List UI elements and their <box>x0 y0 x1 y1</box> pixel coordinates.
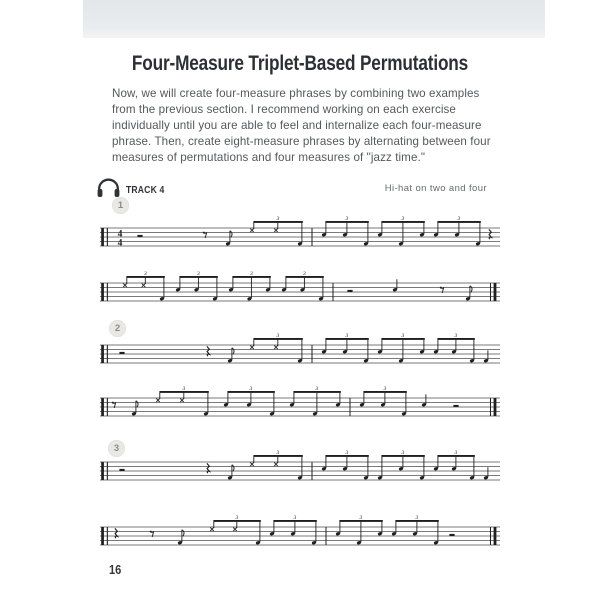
staff-system-4 <box>100 384 500 428</box>
title-wrap <box>0 52 600 76</box>
staff-system-6 <box>100 513 500 557</box>
svg-text:3: 3 <box>276 449 280 456</box>
svg-text:3: 3 <box>359 514 363 521</box>
exercise-number-badge: 3 <box>108 440 125 457</box>
svg-text:3: 3 <box>276 215 280 222</box>
svg-text:3: 3 <box>345 449 349 456</box>
svg-text:3: 3 <box>345 215 349 222</box>
intro-paragraph <box>112 86 507 166</box>
svg-text:3: 3 <box>315 385 319 392</box>
staff-system-2 <box>100 269 500 313</box>
hihat-annotation: Hi-hat on two and four <box>384 183 487 194</box>
page-number: 16 <box>109 562 122 577</box>
body-text-line: measures of permutations and four measures of "jazz time." <box>112 150 426 164</box>
svg-text:3: 3 <box>276 332 280 339</box>
svg-text:3: 3 <box>197 270 200 277</box>
staff-system-1 <box>100 214 500 258</box>
svg-text:3: 3 <box>293 514 297 521</box>
svg-text:3: 3 <box>401 215 405 222</box>
svg-text:3: 3 <box>415 514 419 521</box>
exercise-number-badge: 1 <box>112 197 129 214</box>
track-label: TRACK 4 <box>126 184 165 196</box>
page-title: Four-Measure Triplet-Based Permutations <box>131 52 469 75</box>
svg-text:3: 3 <box>454 449 458 456</box>
svg-text:3: 3 <box>250 270 253 277</box>
svg-text:3: 3 <box>303 270 306 277</box>
body-text-line: individually until you are able to feel and internalize each four-measure <box>112 118 482 132</box>
svg-text:3: 3 <box>249 385 253 392</box>
svg-text:3: 3 <box>383 385 387 392</box>
svg-text:4: 4 <box>117 238 123 249</box>
svg-text:3: 3 <box>401 332 405 339</box>
svg-text:3: 3 <box>182 385 186 392</box>
body-text-line: from the previous section. I recommend working on each exercise <box>112 102 456 116</box>
track-row <box>96 177 173 203</box>
svg-text:3: 3 <box>401 449 405 456</box>
svg-text:3: 3 <box>144 270 147 277</box>
staff-system-3 <box>100 331 500 375</box>
photo-top-edge <box>83 0 545 38</box>
exercise-number-badge: 2 <box>109 320 126 337</box>
svg-text:3: 3 <box>235 514 239 521</box>
svg-text:3: 3 <box>457 215 461 222</box>
body-text-line: Now, we will create four-measure phrases by combining two examples <box>112 87 480 100</box>
svg-text:3: 3 <box>345 332 349 339</box>
svg-text:3: 3 <box>454 332 458 339</box>
staff-system-5 <box>100 448 500 492</box>
svg-text:4: 4 <box>117 229 123 240</box>
body-text-line: phrase. Then, create eight-measure phrases by alternating between four <box>112 134 491 148</box>
